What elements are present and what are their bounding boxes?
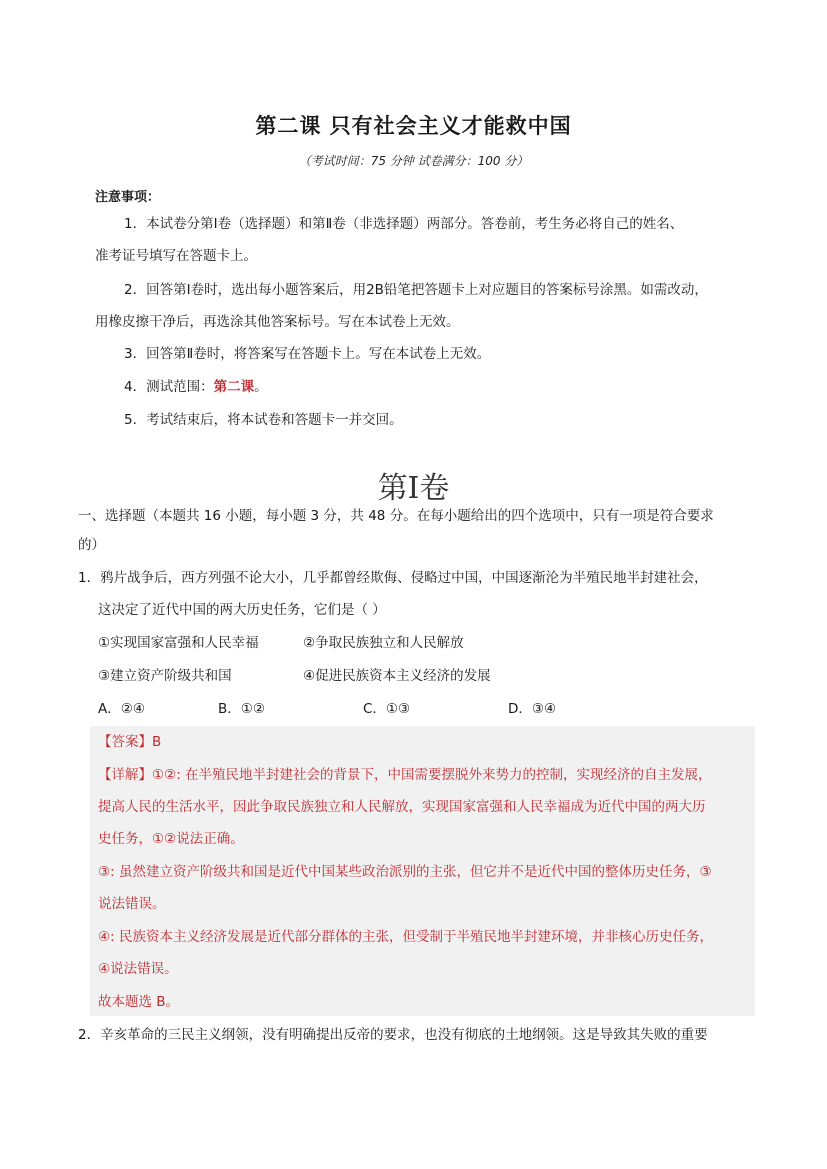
notice-item-4-prefix: 4．测试范围： (124, 379, 214, 395)
detail-line-3: 史任务，①②说法正确。 (98, 831, 244, 847)
notice-item-1-line-2: 准考证号填写在答题卡上。 (95, 248, 257, 264)
q1-option-3: ③建立资产阶级共和国 (98, 668, 232, 684)
answer-label: 【答案】B (98, 734, 162, 750)
q1-stem-line-2: 这决定了近代中国的两大历史任务，它们是（ ） (98, 602, 386, 618)
q1-option-2: ②争取民族独立和人民解放 (303, 635, 464, 651)
notice-item-1-line-1: 1．本试卷分第Ⅰ卷（选择题）和第Ⅱ卷（非选择题）两部分。答卷前，考生务必将自己的姓名、 (124, 216, 684, 232)
notice-item-4-suffix: 。 (254, 379, 268, 395)
q1-choice-a: A．②④ (98, 701, 145, 717)
part-heading-line-1: 一、选择题（本题共 16 小题，每小题 3 分，共 48 分。在每小题给出的四个选项中，只有一项是符合要求 (78, 508, 714, 524)
q1-choice-c: C．①③ (363, 701, 411, 717)
q2-stem-line-1: 2．辛亥革命的三民主义纲领，没有明确提出反帝的要求，也没有彻底的土地纲领。这是导致其失败的重要 (78, 1027, 708, 1043)
test-scope: 第二课 (213, 379, 255, 395)
detail-line-5: 说法错误。 (98, 896, 166, 912)
detail-line-6: ④: 民族资本主义经济发展是近代部分群体的主张，但受制于半殖民地半封建环境，并非核心历史任务， (98, 929, 713, 945)
section-title: 第Ⅰ卷 (377, 471, 450, 506)
detail-line-1: 【详解】①②: 在半殖民地半封建社会的背景下，中国需要摆脱外来势力的控制，实现经济的自主发展， (98, 767, 712, 783)
detail-line-7: ④说法错误。 (98, 961, 178, 977)
exam-time-info: （考试时间：75 分钟 试卷满分：100 分） (298, 154, 529, 168)
page-title: 第二课 只有社会主义才能救中国 (255, 113, 572, 138)
notice-item-3: 3．回答第Ⅱ卷时，将答案写在答题卡上。写在本试卷上无效。 (124, 346, 491, 362)
q1-option-1: ①实现国家富强和人民幸福 (98, 635, 259, 651)
q1-choice-b: B．①② (218, 701, 265, 717)
answer-conclusion: 故本题选 B。 (98, 994, 180, 1010)
part-heading-line-2: 的） (78, 537, 105, 553)
notice-item-2-line-2: 用橡皮擦干净后，再选涂其他答案标号。写在本试卷上无效。 (95, 314, 460, 330)
q1-choice-d: D．③④ (508, 701, 557, 717)
notice-heading: 注意事项： (95, 190, 161, 205)
q1-option-4: ④促进民族资本主义经济的发展 (303, 668, 491, 684)
detail-line-2: 提高人民的生活水平，因此争取民族独立和人民解放，实现国家富强和人民幸福成为近代中国的两大历 (98, 799, 706, 815)
notice-item-2-line-1: 2．回答第Ⅰ卷时，选出每小题答案后，用2B铅笔把答题卡上对应题目的答案标号涂黑。如需改动， (124, 282, 708, 298)
notice-item-4 (124, 377, 268, 397)
notice-item-5: 5．考试结束后，将本试卷和答题卡一并交回。 (124, 412, 403, 428)
q1-stem-line-1: 1．鸦片战争后，西方列强不论大小，几乎都曾经欺侮、侵略过中国，中国逐渐沦为半殖民地半封建社会， (78, 570, 708, 586)
detail-line-4: ③: 虽然建立资产阶级共和国是近代中国某些政治派别的主张，但它并不是近代中国的整体历史任务，③ (98, 864, 712, 880)
